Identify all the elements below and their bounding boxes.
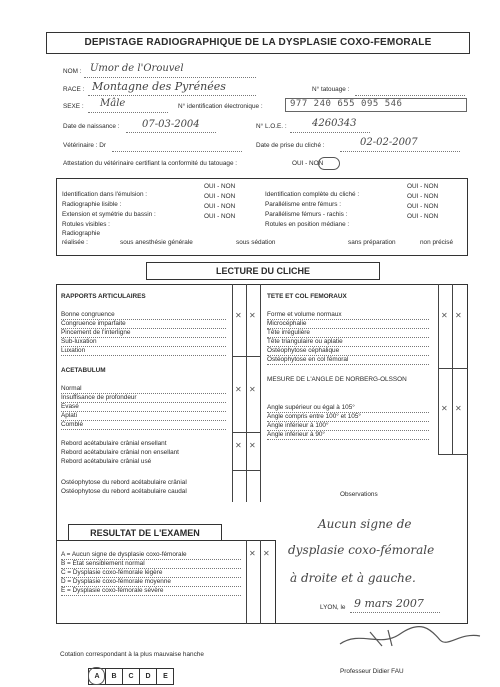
- tete-item: Microcéphalie: [267, 320, 429, 329]
- resultat-item: E = Dysplasie coxo-fémorale sévère: [61, 587, 241, 596]
- lieu-label: LYON, le: [320, 604, 346, 611]
- page-title: DEPISTAGE RADIOGRAPHIQUE DE LA DYSPLASIE COXO-FEMORALE: [84, 37, 432, 48]
- acetabulum-item: Aplati: [61, 412, 226, 421]
- check-options: OUI - NON: [407, 183, 439, 190]
- left-row-sep-2: [232, 432, 260, 433]
- rapports-list: [61, 311, 226, 356]
- left-row-sep-3: [232, 470, 260, 471]
- ident-value: 977 240 655 095 546: [290, 99, 403, 109]
- check-label: Identification complète du cliché :: [265, 191, 360, 198]
- right-col-line-1: [438, 284, 439, 454]
- check-options: OUI - NON: [204, 183, 236, 190]
- cliche-label: Date de prise du cliché :: [256, 142, 325, 149]
- norberg-item: Angle supérieur ou égal à 105°: [267, 404, 429, 413]
- loe-value: 4260343: [312, 118, 357, 129]
- tete-item: Tête triangulaire ou aplatie: [267, 338, 429, 347]
- check-label: Parallélisme fémurs - rachis :: [265, 211, 348, 218]
- veterinaire-label: Vétérinaire : Dr: [63, 142, 106, 149]
- nom-label: NOM :: [63, 68, 82, 75]
- norberg-item: Angle compris entre 100° et 105°: [267, 413, 429, 422]
- date-line: [350, 612, 440, 613]
- observations-line-2: dysplasie coxo-fémorale: [288, 543, 435, 557]
- cotation-label: Cotation correspondant à la plus mauvaise hanche: [60, 651, 204, 658]
- acetabulum-title: ACETABULUM: [61, 367, 106, 374]
- check-options: OUI - NON: [407, 213, 439, 220]
- cross-mark: ✕: [249, 549, 256, 558]
- observations-line-1: Aucun signe de: [318, 517, 412, 531]
- tete-item: Ostéophytose en col fémoral: [267, 356, 429, 365]
- rapports-item: Sub-luxation: [61, 338, 226, 347]
- observations-label: Observations: [340, 491, 378, 498]
- radiographie-label: Radiographie: [62, 230, 101, 237]
- radiographie-realisee: réalisée :: [62, 239, 88, 246]
- checks-left: [62, 183, 262, 228]
- attestation-text: Attestation du vétérinaire certifiant la conformité du tatouage :: [63, 160, 238, 167]
- acetabulum-item: Evasé: [61, 403, 226, 412]
- race-label: RACE :: [63, 86, 85, 93]
- norberg-list: [267, 404, 429, 440]
- cross-mark: ✕: [249, 311, 256, 320]
- radio-option-non-precise: non précisé: [420, 239, 454, 246]
- resultat-item: B = Etat sensiblement normal: [61, 560, 241, 569]
- cross-mark: ✕: [235, 385, 242, 394]
- cross-mark: ✕: [235, 311, 242, 320]
- nom-value: Umor de l'Orouvel: [90, 63, 184, 74]
- cliche-value: 02-02-2007: [360, 137, 418, 148]
- resultat-col-line-1: [246, 540, 247, 624]
- rapports-item: Luxation: [61, 347, 226, 356]
- check-label: Identification dans l'émulsion :: [62, 191, 148, 198]
- rapports-item: Bonne congruence: [61, 311, 226, 320]
- grade-d: D: [140, 669, 157, 685]
- race-line: [88, 95, 256, 96]
- check-label: Radiographie lisible :: [62, 201, 122, 208]
- check-label: Rotules visibles :: [62, 221, 110, 228]
- signature-name: Professeur Didier FAU: [340, 668, 404, 675]
- acetabulum-item: Comblé: [61, 421, 226, 430]
- tete-item: Ostéophytose céphalique: [267, 347, 429, 356]
- osteophytose-item: Ostéophytose du rebord acétabulaire caudal: [61, 488, 187, 495]
- check-options: OUI - NON: [204, 213, 236, 220]
- tete-list: [267, 311, 429, 365]
- check-label: Parallélisme entre fémurs :: [265, 201, 342, 208]
- tatouage-label: N° tatouage :: [312, 86, 350, 93]
- check-label: Rotules en position médiane :: [265, 221, 350, 228]
- osteophytose-list: [61, 479, 226, 497]
- cross-mark: ✕: [455, 404, 462, 413]
- resultat-item: C = Dysplasie coxo-fémorale légère: [61, 569, 241, 578]
- tete-title: TETE ET COL FEMORAUX: [267, 293, 347, 300]
- check-label: Extension et symétrie du bassin :: [62, 211, 156, 218]
- acetabulum-item: Normal: [61, 385, 226, 394]
- ident-label: N° identification électronique :: [178, 103, 263, 110]
- cross-mark: ✕: [263, 549, 270, 558]
- right-col-line-2: [452, 284, 453, 454]
- cross-mark: ✕: [441, 404, 448, 413]
- rebord-item: Rebord acétabulaire crânial usé: [61, 458, 152, 465]
- left-row-sep-1: [232, 356, 260, 357]
- grade-c: C: [123, 669, 140, 685]
- rapports-title: RAPPORTS ARTICULAIRES: [61, 293, 146, 300]
- acetabulum-list: [61, 385, 226, 430]
- tete-item: Forme et volume normaux: [267, 311, 429, 320]
- check-options: OUI - NON: [204, 203, 236, 210]
- resultat-title: RESULTAT DE L'EXAMEN: [68, 524, 222, 541]
- norberg-item: Angle inférieur à 90°: [267, 431, 429, 440]
- grade-e: E: [163, 673, 168, 680]
- lecture-title: LECTURE DU CLICHE: [146, 262, 380, 280]
- cross-mark: ✕: [455, 311, 462, 320]
- sexe-label: SEXE :: [63, 103, 84, 110]
- norberg-item: Angle inférieur à 100°: [267, 422, 429, 431]
- rebord-item: Rebord acétabulaire crânial ensellant: [61, 440, 167, 447]
- attestation-options: OUI - NON: [292, 160, 324, 167]
- tete-item: Tête irrégulière: [267, 329, 429, 338]
- resultat-col-line-2: [260, 540, 261, 624]
- right-row-sep-2: [438, 454, 468, 455]
- check-options: OUI - NON: [407, 193, 439, 200]
- check-options: OUI - NON: [407, 203, 439, 210]
- rebord-list: [61, 440, 226, 467]
- sexe-line: [88, 112, 168, 113]
- right-row-sep-1: [438, 368, 468, 369]
- rapports-item: Congruence imparfaite: [61, 320, 226, 329]
- naissance-value: 07-03-2004: [142, 119, 200, 130]
- rebord-item: Rebord acétabulaire crânial non ensellant: [61, 449, 179, 456]
- rapports-item: Pincement de l'interligne: [61, 329, 226, 338]
- resultat-item: A = Aucun signe de dysplasie coxo-fémorale: [61, 551, 241, 560]
- resultat-item: D = Dysplasie coxo-fémorale moyenne: [61, 578, 241, 587]
- signature-date: 9 mars 2007: [354, 597, 424, 610]
- attestation-non-circle: [318, 157, 340, 170]
- checks-right: [265, 183, 465, 228]
- radio-option-sedation: sous sédation: [236, 239, 276, 246]
- cross-mark: ✕: [249, 441, 256, 450]
- cliche-line: [340, 151, 460, 152]
- resultat-list: [61, 551, 241, 596]
- cross-mark: ✕: [235, 441, 242, 450]
- acetabulum-item: Insuffisance de profondeur: [61, 394, 226, 403]
- grade-a: A: [89, 669, 106, 685]
- nom-line: [84, 77, 256, 78]
- osteophytose-item: Ostéophytose du rebord acétabulaire crânial: [61, 479, 187, 486]
- sexe-value: Mâle: [100, 98, 126, 109]
- naissance-label: Date de naissance :: [63, 123, 120, 130]
- loe-label: N° L.O.E. :: [256, 123, 287, 130]
- norberg-title: MESURE DE L'ANGLE DE NORBERG-OLSSON: [267, 376, 407, 383]
- race-value: Montagne des Pyrénées: [92, 80, 226, 93]
- tatouage-line: [355, 95, 465, 96]
- grade-b: B: [106, 669, 123, 685]
- cross-mark: ✕: [249, 385, 256, 394]
- naissance-line: [126, 132, 216, 133]
- observations-line-3: à droite et à gauche.: [290, 571, 416, 585]
- cross-mark: ✕: [441, 311, 448, 320]
- left-col-line-3: [260, 284, 261, 502]
- loe-line: [290, 132, 370, 133]
- check-options: OUI - NON: [204, 193, 236, 200]
- radio-option-anesthesie: sous anesthésie générale: [120, 239, 193, 246]
- handwritten-signature: [330, 624, 490, 652]
- grade-a-circle: [88, 667, 105, 685]
- radio-option-sans: sans préparation: [348, 239, 396, 246]
- veterinaire-line: [112, 151, 242, 152]
